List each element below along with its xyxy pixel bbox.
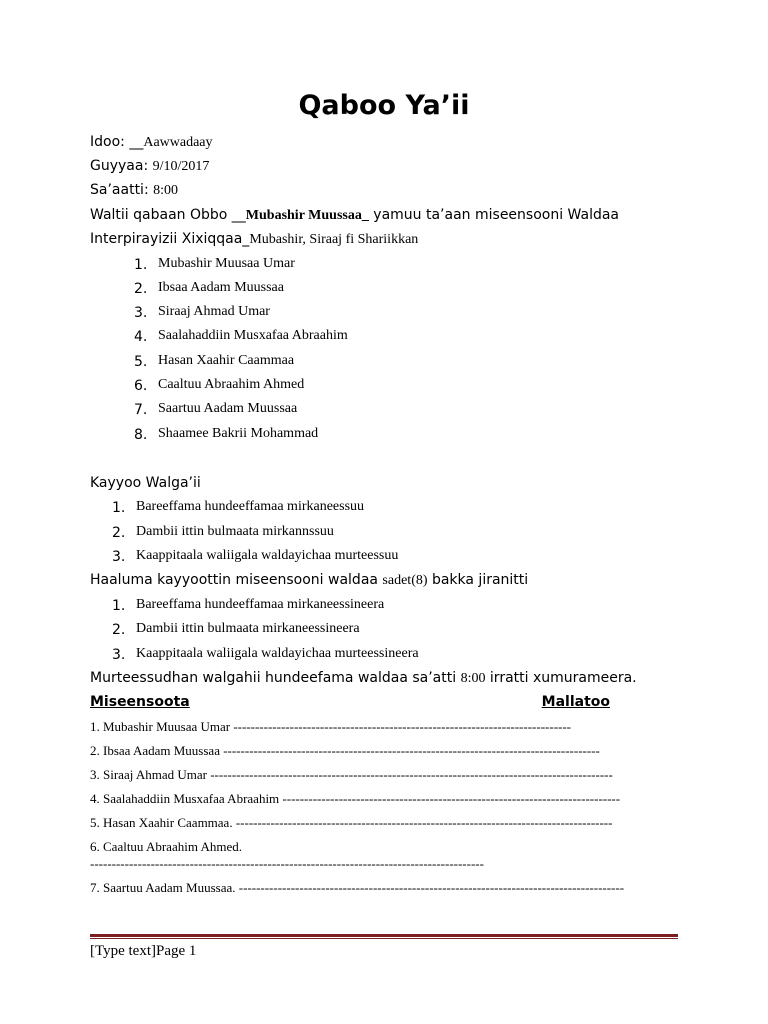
- list-number: 2.: [112, 525, 126, 541]
- list-number: 1.: [134, 257, 148, 273]
- list-item: [134, 400, 298, 419]
- waltii-prefix: Waltii qabaan Obbo __: [90, 207, 246, 223]
- member-name: Saartuu Aadam Muussaa: [158, 401, 298, 416]
- list-item: [112, 620, 360, 639]
- signature-line: 4. Saalahaddiin Musxafaa Abraahim ------------------------------------------------------------------------------: [90, 791, 621, 806]
- list-text: Bareeffama hundeeffamaa mirkaneessineera: [136, 597, 385, 612]
- waltii-name: Mubashir Muussaa_: [245, 208, 369, 223]
- member-name: Shaamee Bakrii Mohammad: [158, 426, 319, 441]
- list-item: [112, 596, 385, 615]
- list-number: 2.: [134, 281, 148, 297]
- member-name: Ibsaa Aadam Muussaa: [158, 280, 284, 295]
- saatti-line: [90, 181, 178, 200]
- haaluma-prefix: Haaluma kayyoottin miseensooni waldaa: [90, 572, 383, 588]
- interpir-value: Mubashir, Siraaj fi Shariikkan: [249, 232, 419, 247]
- list-number: 6.: [134, 378, 148, 394]
- haaluma-value: sadet(8): [382, 573, 428, 588]
- list-text: Dambii ittin bulmaata mirkaneessineera: [136, 621, 360, 636]
- murtee-value: 8:00: [460, 671, 486, 686]
- murtee-suffix: irratti xumurameera.: [485, 670, 637, 686]
- list-number: 8.: [134, 427, 148, 443]
- interpir-line: [90, 230, 418, 249]
- guyyaa-label: Guyyaa:: [90, 158, 153, 174]
- signature-table-header: [90, 693, 610, 711]
- guyyaa-value: 9/10/2017: [152, 159, 210, 174]
- list-number: 7.: [134, 402, 148, 418]
- list-item: [134, 303, 270, 322]
- signature-line: 3. Siraaj Ahmad Umar ---------------------------------------------------------------------------------------------: [90, 767, 613, 782]
- document-title: Qaboo Ya’ii: [298, 90, 470, 121]
- list-number: 3.: [134, 305, 148, 321]
- list-item: [112, 547, 399, 566]
- list-item: [134, 352, 295, 371]
- list-text: Bareeffama hundeeffamaa mirkaneessuu: [136, 499, 365, 514]
- list-number: 5.: [134, 354, 148, 370]
- signature-line: 5. Hasan Xaahir Caammaa. ---------------------------------------------------------------------------------------: [90, 815, 613, 830]
- idoo-value: Aawwadaay: [143, 135, 213, 150]
- list-number: 1.: [112, 500, 126, 516]
- list-text: Kaappitaala waliigala waldayichaa murteessineera: [136, 646, 419, 661]
- list-number: 2.: [112, 622, 126, 638]
- kayyoo-heading: [90, 474, 201, 492]
- saatti-label: Sa’aatti:: [90, 182, 154, 198]
- list-item: [112, 645, 419, 664]
- list-number: 1.: [112, 598, 126, 614]
- member-name: Hasan Xaahir Caammaa: [158, 353, 295, 368]
- member-name: Siraaj Ahmad Umar: [158, 304, 270, 319]
- haaluma-suffix: bakka jiranitti: [427, 572, 529, 588]
- list-item: [134, 376, 305, 395]
- list-text: Dambii ittin bulmaata mirkannssuu: [136, 524, 334, 539]
- signature-line: 6. Caaltuu Abraahim Ahmed.: [90, 839, 243, 854]
- list-item: [112, 523, 334, 542]
- list-item: [134, 279, 284, 298]
- signature-line: 7. Saartuu Aadam Muussaa. -----------------------------------------------------------------------------------------: [90, 880, 625, 895]
- idoo-label: Idoo: __: [90, 134, 144, 150]
- signatures-column-heading: Mallatoo: [541, 694, 610, 710]
- murtee-line: [90, 669, 637, 688]
- saatti-value: 8:00: [153, 183, 178, 198]
- haaluma-line: [90, 571, 528, 590]
- list-item: [112, 498, 365, 517]
- list-number: 4.: [134, 329, 148, 345]
- members-column-heading: Miseensoota: [90, 694, 190, 710]
- signature-line: 2. Ibsaa Aadam Muussaa ---------------------------------------------------------------------------------------: [90, 743, 600, 758]
- footer-rule-thick: [90, 934, 678, 937]
- list-text: Kaappitaala waliigala waldayichaa murteessuu: [136, 548, 399, 563]
- member-name: Mubashir Muusaa Umar: [158, 256, 295, 271]
- idoo-line: [90, 133, 213, 152]
- list-item: [134, 425, 319, 444]
- signature-line: -------------------------------------------------------------------------------------------: [90, 856, 484, 871]
- list-item: [134, 255, 295, 274]
- kayyoo-heading-text: Kayyoo Walga’ii: [90, 475, 201, 491]
- signature-line: 1. Mubashir Muusaa Umar ------------------------------------------------------------------------------: [90, 719, 572, 734]
- member-name: Caaltuu Abraahim Ahmed: [158, 377, 305, 392]
- member-name: Saalahaddiin Musxafaa Abraahim: [158, 328, 348, 343]
- list-number: 3.: [112, 647, 126, 663]
- list-number: 3.: [112, 549, 126, 565]
- murtee-prefix: Murteessudhan walgahii hundeefama waldaa sa’atti: [90, 670, 461, 686]
- page-footer: [Type text]Page 1: [90, 943, 197, 959]
- waltii-line: [90, 206, 619, 225]
- list-item: [134, 327, 348, 346]
- waltii-suffix: yamuu ta’aan miseensooni Waldaa: [368, 207, 620, 223]
- interpir-label: Interpirayizii Xixiqqaa_: [90, 231, 250, 247]
- guyyaa-line: [90, 157, 209, 176]
- footer-rule-thin: [90, 938, 678, 939]
